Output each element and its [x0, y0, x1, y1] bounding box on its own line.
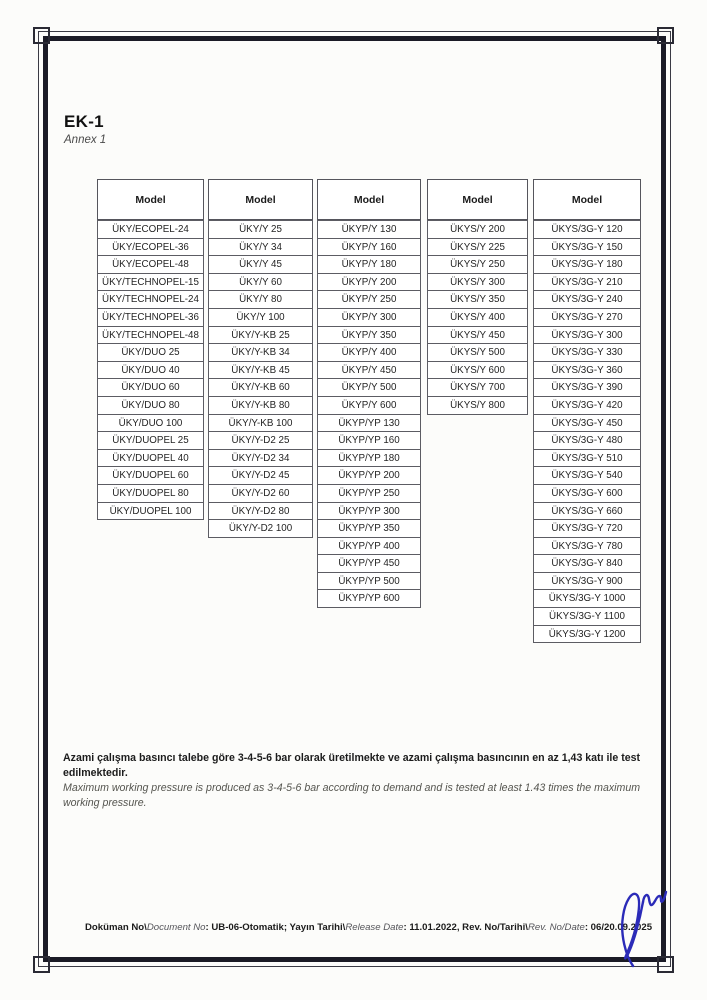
- model-row: ÜKYP/YP 400: [317, 537, 421, 556]
- model-row: ÜKY/DUOPEL 100: [97, 502, 204, 521]
- model-row: ÜKYS/Y 225: [427, 238, 528, 257]
- frame-corner-bottom-left: [33, 956, 50, 973]
- frame-corner-top-right: [657, 27, 674, 44]
- model-row: ÜKYS/Y 350: [427, 290, 528, 309]
- model-row: ÜKYS/3G-Y 270: [533, 308, 641, 327]
- model-row: ÜKY/DUOPEL 80: [97, 484, 204, 503]
- model-row: ÜKYS/3G-Y 780: [533, 537, 641, 556]
- model-row: ÜKYS/3G-Y 150: [533, 238, 641, 257]
- model-row: ÜKY/Y-D2 80: [208, 502, 313, 521]
- model-row: ÜKY/Y-KB 80: [208, 396, 313, 415]
- model-row: ÜKYS/3G-Y 360: [533, 361, 641, 380]
- model-row: ÜKYP/YP 600: [317, 589, 421, 608]
- model-row: ÜKYS/3G-Y 600: [533, 484, 641, 503]
- model-row: ÜKY/TECHNOPEL-48: [97, 326, 204, 345]
- model-row: ÜKY/TECHNOPEL-24: [97, 290, 204, 309]
- model-table-2: [208, 179, 313, 538]
- model-row: ÜKYP/YP 500: [317, 572, 421, 591]
- model-row: ÜKYP/Y 200: [317, 273, 421, 292]
- model-row: ÜKYP/YP 130: [317, 414, 421, 433]
- pressure-note: [63, 751, 649, 811]
- model-row: ÜKYP/YP 300: [317, 502, 421, 521]
- model-table-header: Model: [533, 179, 641, 220]
- model-row: ÜKYS/3G-Y 660: [533, 502, 641, 521]
- model-row: ÜKY/TECHNOPEL-36: [97, 308, 204, 327]
- model-row: ÜKYP/Y 250: [317, 290, 421, 309]
- model-row: ÜKY/Y-D2 45: [208, 466, 313, 485]
- footer-segment: Doküman No\: [85, 922, 147, 933]
- model-row: ÜKY/Y-KB 60: [208, 378, 313, 397]
- model-table-3: [317, 179, 421, 608]
- model-row: ÜKYP/Y 180: [317, 255, 421, 274]
- model-row: ÜKY/DUOPEL 25: [97, 431, 204, 450]
- model-row: ÜKYS/3G-Y 840: [533, 554, 641, 573]
- model-row: ÜKYS/3G-Y 480: [533, 431, 641, 450]
- model-row: ÜKY/DUO 100: [97, 414, 204, 433]
- model-row: ÜKYS/Y 700: [427, 378, 528, 397]
- model-table-header: Model: [97, 179, 204, 220]
- footer-segment: Rev. No/Date: [527, 922, 585, 933]
- model-row: ÜKY/DUO 80: [97, 396, 204, 415]
- model-row: ÜKYS/3G-Y 330: [533, 343, 641, 362]
- model-row: ÜKY/Y-D2 60: [208, 484, 313, 503]
- model-row: ÜKY/ECOPEL-24: [97, 220, 204, 239]
- note-turkish: Azami çalışma basıncı talebe göre 3-4-5-6 bar olarak üretilmekte ve azami çalışma basıncının en az 1,43 katı ile test edilmektedir.: [63, 752, 641, 780]
- model-row: ÜKY/Y-KB 100: [208, 414, 313, 433]
- model-row: ÜKYS/3G-Y 300: [533, 326, 641, 345]
- model-row: ÜKYS/3G-Y 720: [533, 519, 641, 538]
- model-row: ÜKYS/Y 800: [427, 396, 528, 415]
- model-row: ÜKY/Y 34: [208, 238, 313, 257]
- model-table-5: [533, 179, 641, 643]
- model-row: ÜKY/Y 25: [208, 220, 313, 239]
- model-row: ÜKY/Y-KB 45: [208, 361, 313, 380]
- model-row: ÜKY/ECOPEL-48: [97, 255, 204, 274]
- model-row: ÜKYP/Y 500: [317, 378, 421, 397]
- model-row: ÜKY/Y 80: [208, 290, 313, 309]
- model-row: ÜKYS/3G-Y 210: [533, 273, 641, 292]
- footer-segment: : 11.01.2022, Rev. No/Tarihi\: [403, 922, 528, 933]
- model-row: ÜKYP/YP 200: [317, 466, 421, 485]
- model-table-header: Model: [427, 179, 528, 220]
- model-row: ÜKYS/Y 300: [427, 273, 528, 292]
- model-row: ÜKYP/Y 300: [317, 308, 421, 327]
- model-row: ÜKYS/3G-Y 180: [533, 255, 641, 274]
- model-row: ÜKYS/3G-Y 390: [533, 378, 641, 397]
- model-table-header: Model: [317, 179, 421, 220]
- model-row: ÜKYS/3G-Y 450: [533, 414, 641, 433]
- model-row: ÜKYP/Y 350: [317, 326, 421, 345]
- model-row: ÜKY/Y 60: [208, 273, 313, 292]
- model-row: ÜKYS/Y 200: [427, 220, 528, 239]
- model-row: ÜKYS/3G-Y 120: [533, 220, 641, 239]
- document-footer: [85, 922, 653, 933]
- footer-segment: Document No: [146, 922, 206, 933]
- model-row: ÜKYS/3G-Y 1100: [533, 607, 641, 626]
- model-row: ÜKYP/YP 160: [317, 431, 421, 450]
- model-row: ÜKYP/Y 130: [317, 220, 421, 239]
- model-row: ÜKY/Y-D2 34: [208, 449, 313, 468]
- note-english: Maximum working pressure is produced as 3-4-5-6 bar according to demand and is tested at least 1.43 times the maximum working pressure.: [63, 782, 641, 810]
- model-row: ÜKYS/3G-Y 420: [533, 396, 641, 415]
- model-row: ÜKY/DUOPEL 60: [97, 466, 204, 485]
- model-row: ÜKYS/3G-Y 510: [533, 449, 641, 468]
- model-row: ÜKYS/3G-Y 1000: [533, 589, 641, 608]
- model-row: ÜKYP/Y 160: [317, 238, 421, 257]
- page-subtitle: Annex 1: [64, 134, 107, 146]
- title-block: [64, 112, 106, 146]
- footer-segment: : 06/20.09.2025: [584, 922, 653, 933]
- frame-corner-top-left: [33, 27, 50, 44]
- model-row: ÜKY/ECOPEL-36: [97, 238, 204, 257]
- model-row: ÜKYS/3G-Y 900: [533, 572, 641, 591]
- model-table-header: Model: [208, 179, 313, 220]
- model-row: ÜKY/Y-KB 34: [208, 343, 313, 362]
- model-table-4: [427, 179, 528, 415]
- model-row: ÜKY/DUO 60: [97, 378, 204, 397]
- model-tables: [0, 179, 707, 679]
- model-row: ÜKY/Y 100: [208, 308, 313, 327]
- model-row: ÜKY/Y 45: [208, 255, 313, 274]
- model-row: ÜKYS/Y 450: [427, 326, 528, 345]
- model-row: ÜKYS/3G-Y 240: [533, 290, 641, 309]
- model-row: ÜKYS/Y 600: [427, 361, 528, 380]
- model-row: ÜKYS/3G-Y 1200: [533, 625, 641, 644]
- model-row: ÜKY/DUO 25: [97, 343, 204, 362]
- model-row: ÜKY/DUOPEL 40: [97, 449, 204, 468]
- model-row: ÜKYS/Y 400: [427, 308, 528, 327]
- model-row: ÜKY/Y-D2 25: [208, 431, 313, 450]
- footer-segment: : UB-06-Otomatik; Yayın Tarihi\: [205, 922, 346, 933]
- model-row: ÜKYP/YP 250: [317, 484, 421, 503]
- signature-scribble: [599, 880, 677, 972]
- model-row: ÜKY/DUO 40: [97, 361, 204, 380]
- page-title: EK-1: [64, 112, 104, 131]
- model-row: ÜKY/Y-D2 100: [208, 519, 313, 538]
- model-row: ÜKYP/YP 350: [317, 519, 421, 538]
- model-row: ÜKYS/Y 250: [427, 255, 528, 274]
- model-row: ÜKYP/Y 400: [317, 343, 421, 362]
- model-row: ÜKYS/3G-Y 540: [533, 466, 641, 485]
- model-table-1: [97, 179, 204, 520]
- model-row: ÜKYP/Y 600: [317, 396, 421, 415]
- model-row: ÜKYP/YP 450: [317, 554, 421, 573]
- model-row: ÜKYP/YP 180: [317, 449, 421, 468]
- footer-segment: Release Date: [345, 922, 404, 933]
- model-row: ÜKY/Y-KB 25: [208, 326, 313, 345]
- model-row: ÜKYS/Y 500: [427, 343, 528, 362]
- model-row: ÜKY/TECHNOPEL-15: [97, 273, 204, 292]
- model-row: ÜKYP/Y 450: [317, 361, 421, 380]
